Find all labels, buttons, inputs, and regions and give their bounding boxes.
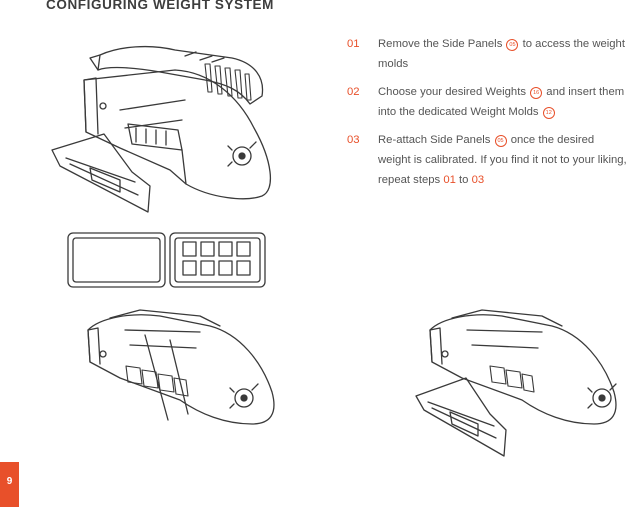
- part-ref-badge: 16: [530, 87, 542, 99]
- step-text: Choose your desired Weights: [378, 86, 526, 98]
- part-ref-badge: 05: [495, 135, 507, 147]
- step-text: and insert them into the dedicated Weight Molds: [378, 86, 625, 118]
- step-text: Re-attach Side Panels: [378, 134, 491, 146]
- mouse-weights-inserted-illustration: [88, 310, 274, 424]
- step-text: once the desired weight is calibrated. If you find it not to your liking, repeat steps: [378, 134, 627, 186]
- mouse-exploded-illustration: [52, 47, 270, 212]
- step-ref-to: 03: [471, 174, 485, 186]
- step-text: Remove the Side Panels: [378, 38, 503, 50]
- step-joiner: to: [459, 174, 469, 186]
- part-ref-badge: 12: [543, 107, 555, 119]
- step-number: 02: [347, 86, 360, 98]
- step-text: to access the weight molds: [378, 38, 625, 70]
- part-ref-badge: 05: [506, 39, 518, 51]
- mouse-reattach-illustration: [416, 310, 616, 456]
- section-title: CONFIGURING WEIGHT SYSTEM: [46, 0, 275, 12]
- step-number: 03: [347, 134, 360, 146]
- page-number-tab: 9: [0, 462, 19, 507]
- weight-molds-illustration: [68, 233, 265, 287]
- step-number: 01: [347, 38, 360, 50]
- step-ref-from: 01: [443, 174, 456, 186]
